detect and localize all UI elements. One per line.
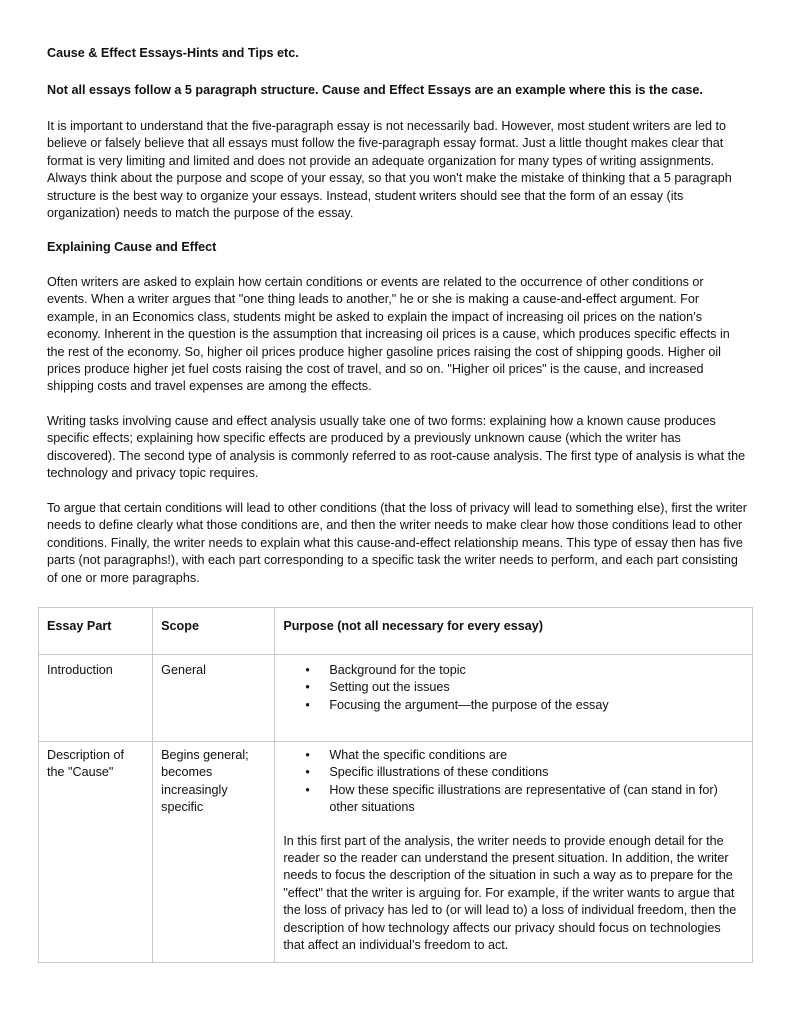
cause-description-paragraph: In this first part of the analysis, the writer needs to provide enough detail for the reader so the reader can understand the present situation. In addition, the writer needs to focus the description of the situation in such a way as to prepare for the "effect" that the writer is arguing for. For example, if the writer wants to argue that the loss of privacy has led to (or will lead to) a loss of individual freedom, then the description of how technology affects our privacy should focus on technologies that affect an individual’s freedom to act. <box>283 833 737 953</box>
header-scope: Scope <box>161 619 199 633</box>
bullet-item: • Specific illustrations of these conditions <box>329 764 744 781</box>
purpose-bullet-list <box>283 662 744 714</box>
table-row <box>39 655 753 742</box>
cell-scope: Begins general; becomes increasingly specific <box>161 748 249 815</box>
bullet-item: • How these specific illustrations are representative of (can stand in for) other situations <box>329 782 744 817</box>
body-paragraph-1: Often writers are asked to explain how certain conditions or events are related to the occurrence of other conditions or events. When a writer argues that "one thing leads to another," he or she is making a cause-and-effect argument. For example, in an Economics class, students might be asked to explain the impact of increasing oil prices on the nation’s economy. Inherent in the question is the assumption that increasing oil prices is a cause, which produces specific effects in the rest of the economy. So, higher oil prices produce higher gasoline prices raising the cost of shipping goods. Higher oil prices produce higher jet fuel costs raising the cost of travel, and so on. "Higher oil prices" is the cause, and increased shipping costs and travel expenses are among the effects. <box>47 275 730 394</box>
header-essay-part: Essay Part <box>47 619 112 633</box>
bullet-item: • Background for the topic <box>329 662 744 679</box>
cell-scope: General <box>161 663 206 677</box>
body-paragraph-2: Writing tasks involving cause and effect analysis usually take one of two forms: explaining how a known cause produces specific effects; explaining how specific effects are produced by a previously unknown cause (which the writer has discovered). The second type of analysis is commonly referred to as root-cause analysis. The first type of analysis is what the technology and privacy topic requires. <box>47 414 746 481</box>
body-paragraph-3: To argue that certain conditions will lead to other conditions (that the loss of privacy will lead to something else), first the writer needs to define clearly what those conditions are, and then the writer needs to make clear how those conditions lead to other conditions. Finally, the writer needs to explain what this cause-and-effect relationship means. This type of essay then has five parts (not paragraphs!), with each part corresponding to a specific task the writer needs to perform, and each part consisting of one or more paragraphs. <box>47 501 747 585</box>
section-heading: Explaining Cause and Effect <box>47 240 217 254</box>
document-title: Cause & Effect Essays-Hints and Tips etc. <box>47 46 299 60</box>
table-row <box>39 742 753 963</box>
cell-part: Description of the "Cause" <box>47 748 124 780</box>
header-purpose: Purpose (not all necessary for every essay) <box>283 619 544 633</box>
table-header-row <box>39 608 753 655</box>
bullet-item: • Focusing the argument—the purpose of the essay <box>329 697 744 714</box>
cell-part: Introduction <box>47 663 113 677</box>
essay-structure-table <box>38 607 753 963</box>
document-subtitle: Not all essays follow a 5 paragraph structure. Cause and Effect Essays are an example where this is the case. <box>47 83 703 97</box>
bullet-item: • Setting out the issues <box>329 679 744 696</box>
bullet-item: • What the specific conditions are <box>329 747 744 764</box>
purpose-bullet-list <box>283 747 744 817</box>
intro-paragraph: It is important to understand that the five-paragraph essay is not necessarily bad. However, most student writers are led to believe or falsely believe that all essays must follow the five-paragraph essay format. Just a little thought makes clear that format is very limiting and limited and does not provide an adequate organization for many types of writing assignments. Always think about the purpose and scope of your essay, so that you won't make the mistake of thinking that a 5 paragraph structure is the best way to organize your essays. Instead, student writers should see that the form of an essay (its organization) needs to match the purpose of the essay. <box>47 119 732 221</box>
